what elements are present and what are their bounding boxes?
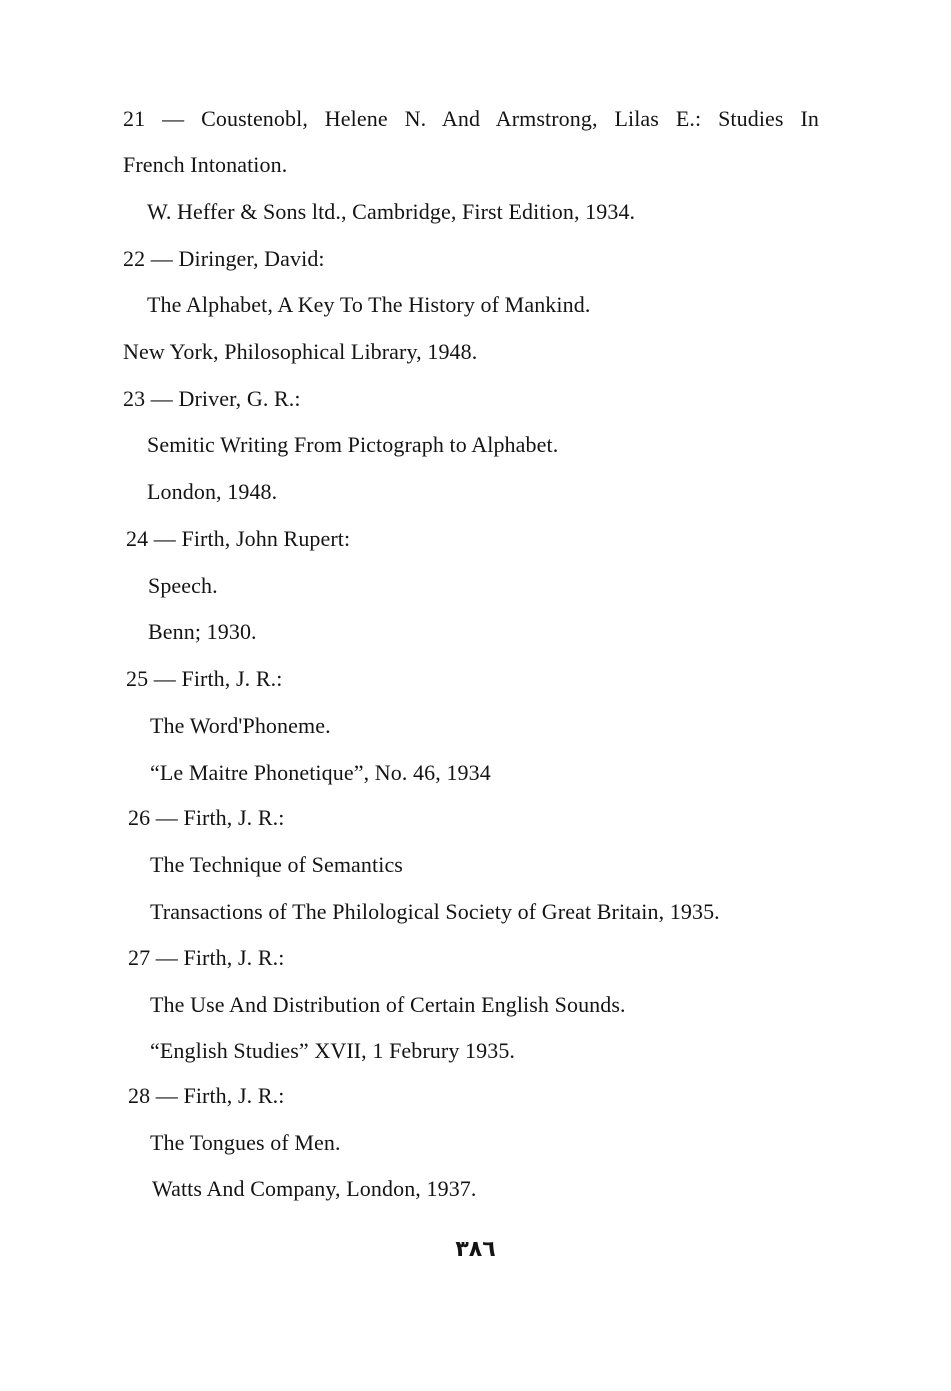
reference-24-publisher: Benn; 1930. [148,619,257,644]
reference-27-publisher: “English Studies” XVII, 1 Februry 1935. [150,1038,516,1063]
reference-23-publisher: London, 1948. [147,479,278,504]
reference-22-publisher: New York, Philosophical Library, 1948. [123,339,478,364]
reference-27-title: The Use And Distribution of Certain English Sounds. [150,992,626,1017]
reference-24-heading: 24 — Firth, John Rupert: [126,526,351,551]
reference-26-publisher: Transactions of The Philological Society of Great Britain, 1935. [150,899,720,924]
reference-25-publisher: “Le Maitre Phonetique”, No. 46, 1934 [150,760,491,785]
reference-28-publisher: Watts And Company, London, 1937. [152,1176,477,1201]
reference-23-title: Semitic Writing From Pictograph to Alphabet. [147,432,559,457]
reference-26-heading: 26 — Firth, J. R.: [128,805,285,830]
reference-23-heading: 23 — Driver, G. R.: [123,386,301,411]
reference-26-title: The Technique of Semantics [150,852,403,877]
reference-28-heading: 28 — Firth, J. R.: [128,1083,285,1108]
reference-24-title: Speech. [148,573,218,598]
reference-22-heading: 22 — Diringer, David: [123,246,325,271]
reference-21-title-continued: French Intonation. [123,152,288,177]
reference-22-title: The Alphabet, A Key To The History of Mankind. [147,292,591,317]
reference-25-title: The Word'Phoneme. [150,713,331,738]
reference-21-heading: 21 — Coustenobl, Helene N. And Armstrong, Lilas E.: Studies In [123,106,819,131]
page-number: ٣٨٦ [455,1237,496,1262]
reference-28-title: The Tongues of Men. [150,1130,341,1155]
reference-25-heading: 25 — Firth, J. R.: [126,666,283,691]
reference-27-heading: 27 — Firth, J. R.: [128,945,285,970]
reference-21-publisher: W. Heffer & Sons ltd., Cambridge, First Edition, 1934. [147,199,636,224]
